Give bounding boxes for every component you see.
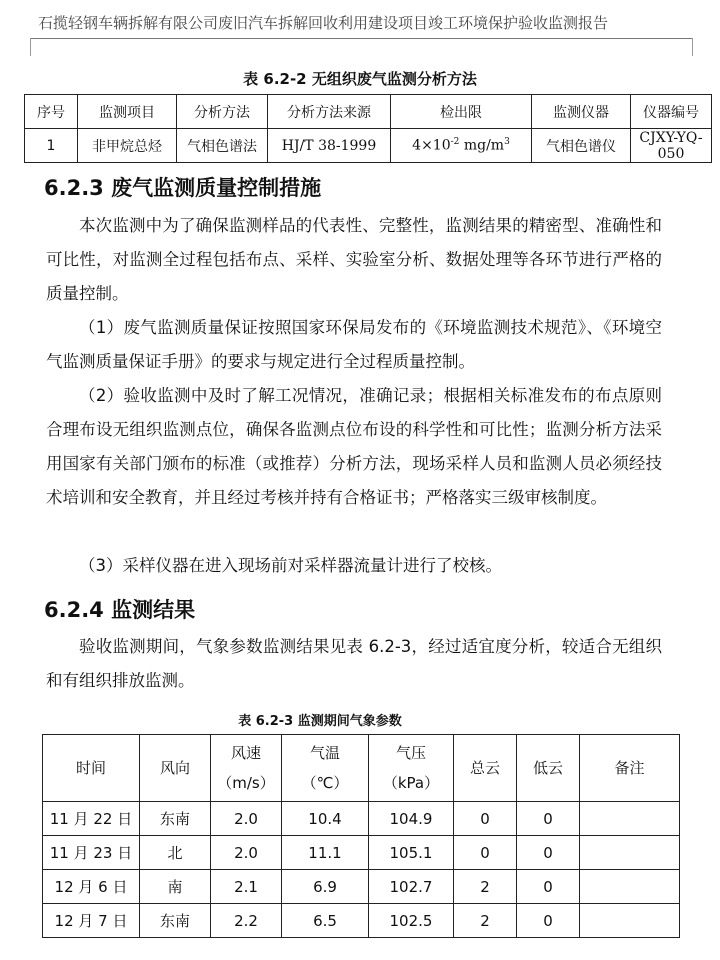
- table-cell: 非甲烷总烃: [78, 129, 177, 163]
- header-line: 低云: [532, 759, 563, 777]
- header-line: 气温: [309, 744, 340, 762]
- header-line: 风向: [159, 759, 190, 777]
- table-cell: [580, 870, 680, 904]
- header-corner-left: [18, 38, 31, 56]
- table-cell: 0: [517, 802, 580, 836]
- table-header-cell: [282, 735, 369, 802]
- table2-caption: 表 6.2-3 监测期间气象参数: [238, 714, 402, 729]
- table-header-cell: [454, 735, 517, 802]
- table-header-cell: [580, 735, 680, 802]
- table-cell: 2.0: [211, 836, 282, 870]
- limit-exponent: -2: [450, 137, 460, 148]
- table-cell: 0: [517, 870, 580, 904]
- table-cell: HJ/T 38-1999: [268, 129, 391, 163]
- section-heading-results: 6.2.4 监测结果: [44, 598, 196, 622]
- table-cell: 0: [454, 802, 517, 836]
- detection-limit-cell: [391, 129, 532, 163]
- table-header-cell: [43, 735, 140, 802]
- header-corner-right: [692, 38, 705, 56]
- table-cell: 11.1: [282, 836, 369, 870]
- table-cell: 2.1: [211, 870, 282, 904]
- table-cell: 2.0: [211, 802, 282, 836]
- table-cell: [580, 802, 680, 836]
- table-header-cell: 序号: [25, 95, 78, 129]
- table-cell: 2.2: [211, 904, 282, 938]
- table-cell: 104.9: [369, 802, 454, 836]
- table-cell: 0: [517, 904, 580, 938]
- table-header-cell: 检出限: [391, 95, 532, 129]
- section-heading-quality-control: 6.2.3 废气监测质量控制措施: [44, 176, 322, 200]
- header-unit: （m/s）: [217, 774, 275, 792]
- table-cell: 东南: [140, 904, 211, 938]
- table-header-cell: [369, 735, 454, 802]
- table-header-cell: [140, 735, 211, 802]
- table-cell: 12 月 7 日: [43, 904, 140, 938]
- table-cell: 12 月 6 日: [43, 870, 140, 904]
- table-row: [43, 870, 680, 904]
- table-header-cell: 分析方法: [177, 95, 268, 129]
- table-cell: CJXY-YQ-050: [631, 129, 712, 163]
- table-cell: 11 月 22 日: [43, 802, 140, 836]
- table-cell: 2: [454, 870, 517, 904]
- table-header-cell: 监测仪器: [532, 95, 631, 129]
- page-header: [0, 0, 720, 58]
- table-cell: 1: [25, 129, 78, 163]
- header-unit: （kPa）: [382, 774, 440, 792]
- table-row: [25, 129, 712, 163]
- table-row: [43, 904, 680, 938]
- table-header-cell: 仪器编号: [631, 95, 712, 129]
- paragraph: 本次监测中为了确保监测样品的代表性、完整性，监测结果的精密型、准确性和可比性，对监测全过程包括布点、采样、实验室分析、数据处理等各环节进行严格的质量控制。: [46, 216, 662, 303]
- paragraph: 验收监测期间，气象参数监测结果见表 6.2-3，经过适宜度分析，较适合无组织和有组织排放监测。: [46, 637, 662, 690]
- paragraph: （3）采样仪器在进入现场前对采样器流量计进行了校核。: [79, 556, 502, 575]
- table-row: [43, 802, 680, 836]
- header-line: 风速: [230, 744, 261, 762]
- table-header-cell: 监测项目: [78, 95, 177, 129]
- header-line: 备注: [614, 759, 645, 777]
- table-header-row: [25, 95, 712, 129]
- table-row: [43, 836, 680, 870]
- table-cell: 105.1: [369, 836, 454, 870]
- table-cell: 0: [517, 836, 580, 870]
- header-unit: （℃）: [301, 774, 349, 792]
- table-header-cell: 分析方法来源: [268, 95, 391, 129]
- table-header-cell: [211, 735, 282, 802]
- table-cell: 北: [140, 836, 211, 870]
- analysis-method-table: [24, 94, 712, 163]
- weather-parameters-table: [42, 734, 680, 938]
- header-line: 总云: [469, 759, 500, 777]
- table-cell: 气相色谱法: [177, 129, 268, 163]
- limit-unit-exponent: 3: [504, 137, 510, 148]
- table-cell: 6.9: [282, 870, 369, 904]
- header-line: 时间: [75, 759, 106, 777]
- limit-unit: mg/m: [459, 137, 505, 154]
- table-cell: [580, 836, 680, 870]
- table-cell: 6.5: [282, 904, 369, 938]
- table-cell: 2: [454, 904, 517, 938]
- table-cell: [580, 904, 680, 938]
- table-cell: 11 月 23 日: [43, 836, 140, 870]
- table-header-cell: [517, 735, 580, 802]
- table1-caption: 表 6.2-2 无组织废气监测分析方法: [243, 70, 477, 88]
- table-cell: 东南: [140, 802, 211, 836]
- header-line: 气压: [395, 744, 426, 762]
- paragraph: （2）验收监测中及时了解工况情况，准确记录；根据相关标准发布的布点原则合理布设无组织监测点位，确保各监测点位布设的科学性和可比性；监测分析方法采用国家有关部门颁布的标准（或推荐）分析方法，现场采样人员和监测人员必须经技术培训和安全教育，并且经过考核并持有合格证书；严格落实三级审核制度。: [46, 386, 662, 507]
- table-cell: 102.7: [369, 870, 454, 904]
- table-cell: 0: [454, 836, 517, 870]
- table-cell: 102.5: [369, 904, 454, 938]
- table-cell: 气相色谱仪: [532, 129, 631, 163]
- table-header-row: [43, 735, 680, 802]
- paragraph: （1）废气监测质量保证按照国家环保局发布的《环境监测技术规范》、《环境空气监测质量保证手册》的要求与规定进行全过程质量控制。: [46, 318, 662, 371]
- table-cell: 南: [140, 870, 211, 904]
- header-rule: [30, 38, 692, 39]
- table-cell: 10.4: [282, 802, 369, 836]
- report-header-title: 石揽轻钢车辆拆解有限公司废旧汽车拆解回收利用建设项目竣工环境保护验收监测报告: [38, 14, 609, 32]
- limit-base: 4×10: [412, 137, 451, 154]
